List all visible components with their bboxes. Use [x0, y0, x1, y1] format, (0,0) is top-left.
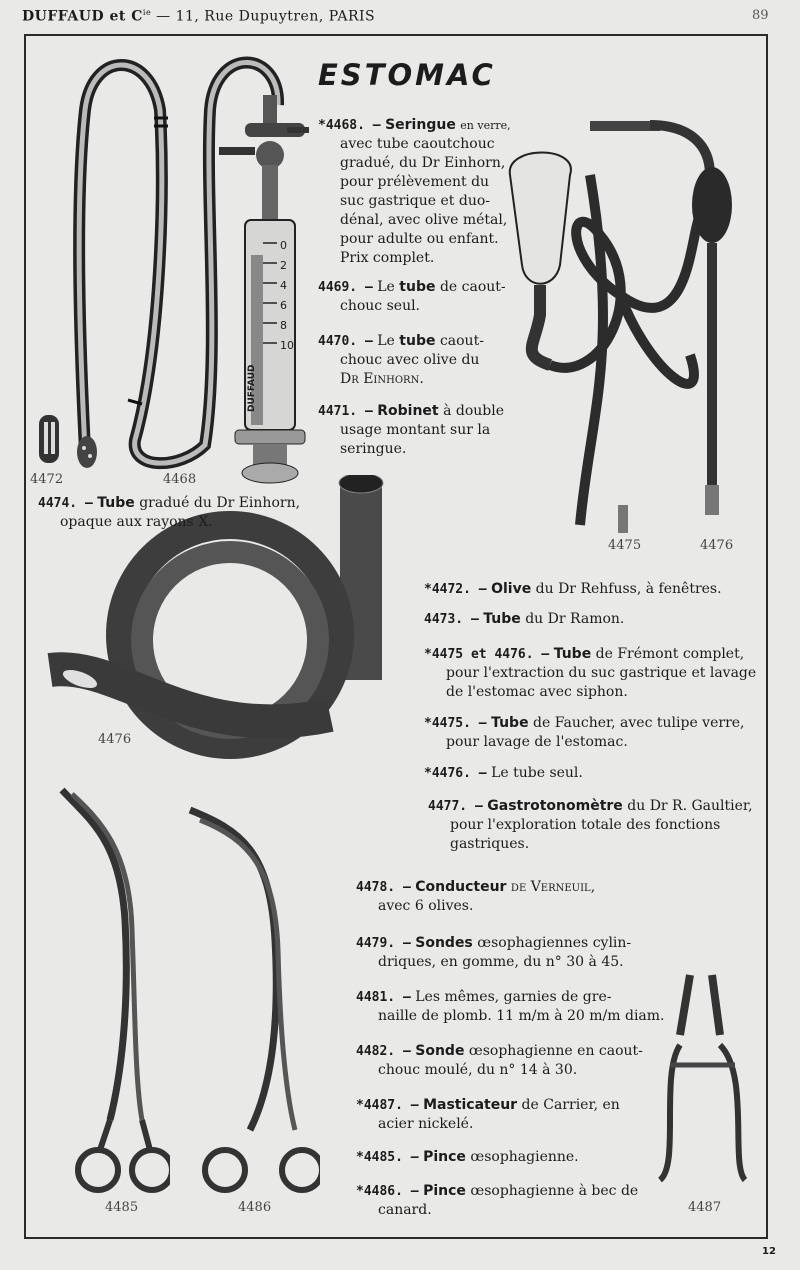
entry-keyword: Pince [423, 1183, 466, 1199]
entry-line: pour adulte ou enfant. [340, 231, 499, 247]
entry-text: du Dr Rehfuss, à fenêtres. [535, 581, 722, 597]
entry-keyword: Conducteur [415, 879, 507, 895]
entry-keyword: Sonde [415, 1043, 465, 1059]
entry-text: de Carrier, en [521, 1097, 620, 1113]
entry-4478 [356, 878, 595, 916]
entry-line: suc gastrique et duo- [340, 193, 490, 209]
entry-keyword: Tube [97, 495, 135, 511]
caption-4472: 4472 [30, 472, 64, 487]
entry-line: canard. [378, 1202, 432, 1218]
entry-text: de caout- [439, 279, 506, 295]
entry-text: œsophagienne à bec de [470, 1183, 639, 1199]
entry-text: Le [377, 279, 395, 295]
header-firm: DUFFAUD et C [22, 8, 143, 25]
entry-line: pour lavage de l'estomac. [446, 734, 628, 750]
caption-4476-coil: 4476 [98, 732, 132, 747]
entry-line: de l'estomac avec siphon. [446, 684, 628, 700]
entry-4477 [428, 797, 753, 854]
entry-number: 4471. — [318, 404, 373, 419]
entry-4476 [424, 764, 583, 783]
entry-number: *4486. — [356, 1184, 419, 1199]
entry-line: chouc avec olive du [340, 352, 480, 368]
entry-4470 [318, 332, 484, 389]
entry-line: chouc moulé, du n° 14 à 30. [378, 1062, 578, 1078]
entry-4482 [356, 1042, 643, 1080]
entry-text: Le [377, 333, 395, 349]
entry-line: pour l'exploration totale des fonctions [450, 817, 721, 833]
page-header [22, 8, 375, 25]
entry-keyword: Robinet [377, 403, 439, 419]
pince-4485-illustration [50, 780, 170, 1200]
syringe-scale [280, 236, 294, 356]
entry-text: du Dr Ramon. [525, 611, 625, 627]
entry-number: *4475. — [424, 716, 487, 731]
entry-number: 4482. — [356, 1044, 411, 1059]
entry-line: seringue. [340, 441, 407, 457]
entry-keyword: Tube [553, 646, 592, 662]
entry-4475-4476 [424, 645, 756, 702]
entry-line: gradué, du Dr Einhorn, [340, 155, 506, 171]
entry-number: 4474. — [38, 496, 93, 511]
entry-line: pour prélèvement du [340, 174, 490, 190]
entry-text: à double [443, 403, 505, 419]
entry-line: opaque aux rayons X. [60, 514, 213, 530]
entry-number: 4473. — [424, 612, 479, 627]
scale-mark: 6 [280, 299, 287, 312]
entry-keyword: tube [399, 333, 436, 349]
entry-line: avec tube caoutchouc [340, 136, 495, 152]
scale-mark: 8 [280, 319, 287, 332]
page-number: 89 [752, 8, 769, 23]
entry-4475 [424, 714, 745, 752]
entry-line: Dr Einhorn. [340, 371, 424, 387]
siphon-apparatus-illustration [500, 115, 760, 535]
section-title: ESTOMAC [318, 58, 496, 92]
entry-text: de Frémont complet, [595, 646, 745, 662]
entry-keyword: Seringue [385, 117, 456, 133]
entry-keyword: Tube [491, 715, 529, 731]
entry-line: chouc seul. [340, 298, 421, 314]
entry-line: avec 6 olives. [378, 898, 474, 914]
entry-number: *4485. — [356, 1150, 419, 1165]
entry-number: 4478. — [356, 880, 411, 895]
entry-keyword: Pince [423, 1149, 466, 1165]
entry-text: œsophagiennes cylin- [477, 935, 632, 951]
entry-number: *4468. — [318, 118, 381, 133]
caption-4486: 4486 [238, 1200, 272, 1215]
footer-number: 12 [762, 1246, 776, 1257]
entry-number: *4476. — [424, 766, 487, 781]
entry-keyword: Tube [483, 611, 521, 627]
entry-4472 [424, 580, 722, 599]
pince-4486-illustration [180, 790, 320, 1210]
scale-mark: 10 [280, 339, 294, 352]
entry-number: 4479. — [356, 936, 411, 951]
entry-number: *4472. — [424, 582, 487, 597]
entry-line: dénal, avec olive métal, [340, 212, 508, 228]
entry-4469 [318, 278, 506, 316]
scale-mark: 4 [280, 279, 287, 292]
entry-4487 [356, 1096, 620, 1134]
entry-text: œsophagienne en caout- [468, 1043, 643, 1059]
entry-line: pour l'extraction du suc gastrique et lavage [446, 665, 757, 681]
entry-text: en verre, [460, 119, 511, 132]
entry-line: Prix complet. [340, 250, 435, 266]
entry-keyword: tube [399, 279, 436, 295]
entry-line: naille de plomb. 11 m/m à 20 m/m diam. [378, 1008, 665, 1024]
syringe-brand: DUFFAUD [247, 364, 257, 412]
entry-line: gastriques. [450, 836, 530, 852]
entry-text: gradué du Dr Einhorn, [139, 495, 301, 511]
scale-mark: 0 [280, 239, 287, 252]
masticateur-illustration [650, 965, 760, 1195]
entry-4481 [356, 988, 665, 1026]
caption-4468: 4468 [163, 472, 197, 487]
entry-keyword: Gastrotonomètre [487, 798, 623, 814]
entry-keyword: Olive [491, 581, 532, 597]
header-sup: ie [142, 8, 152, 17]
entry-text: du Dr R. Gaultier, [627, 798, 753, 814]
caption-4476-siphon: 4476 [700, 538, 734, 553]
entry-number: 4477. — [428, 799, 483, 814]
entry-text: de Faucher, avec tulipe verre, [533, 715, 745, 731]
entry-4474 [38, 494, 300, 532]
entry-text: œsophagienne. [470, 1149, 579, 1165]
entry-keyword: Sondes [415, 935, 473, 951]
entry-4468 [318, 116, 511, 268]
entry-line: driques, en gomme, du n° 30 à 45. [378, 954, 624, 970]
entry-number: *4475 et 4476. — [424, 647, 550, 662]
caption-4485: 4485 [105, 1200, 139, 1215]
syringe-illustration [215, 95, 335, 515]
caption-4487: 4487 [688, 1200, 722, 1215]
entry-4471 [318, 402, 504, 459]
entry-4485 [356, 1148, 579, 1167]
entry-text: de Verneuil, [510, 879, 596, 895]
entry-text: Le tube seul. [491, 765, 583, 781]
entry-line: usage montant sur la [340, 422, 491, 438]
entry-text: caout- [439, 333, 484, 349]
entry-number: 4469. — [318, 280, 373, 295]
entry-line: acier nickelé. [378, 1116, 474, 1132]
entry-number: *4487. — [356, 1098, 419, 1113]
caption-4475: 4475 [608, 538, 642, 553]
header-address: — 11, Rue Dupuytren, PARIS [151, 8, 376, 25]
entry-4479 [356, 934, 631, 972]
entry-keyword: Masticateur [423, 1097, 518, 1113]
scale-mark: 2 [280, 259, 287, 272]
entry-4486 [356, 1182, 638, 1220]
entry-number: 4470. — [318, 334, 373, 349]
entry-number: 4481. — [356, 990, 411, 1005]
entry-4473 [424, 610, 624, 629]
entry-text: Les mêmes, garnies de gre- [415, 989, 612, 1005]
